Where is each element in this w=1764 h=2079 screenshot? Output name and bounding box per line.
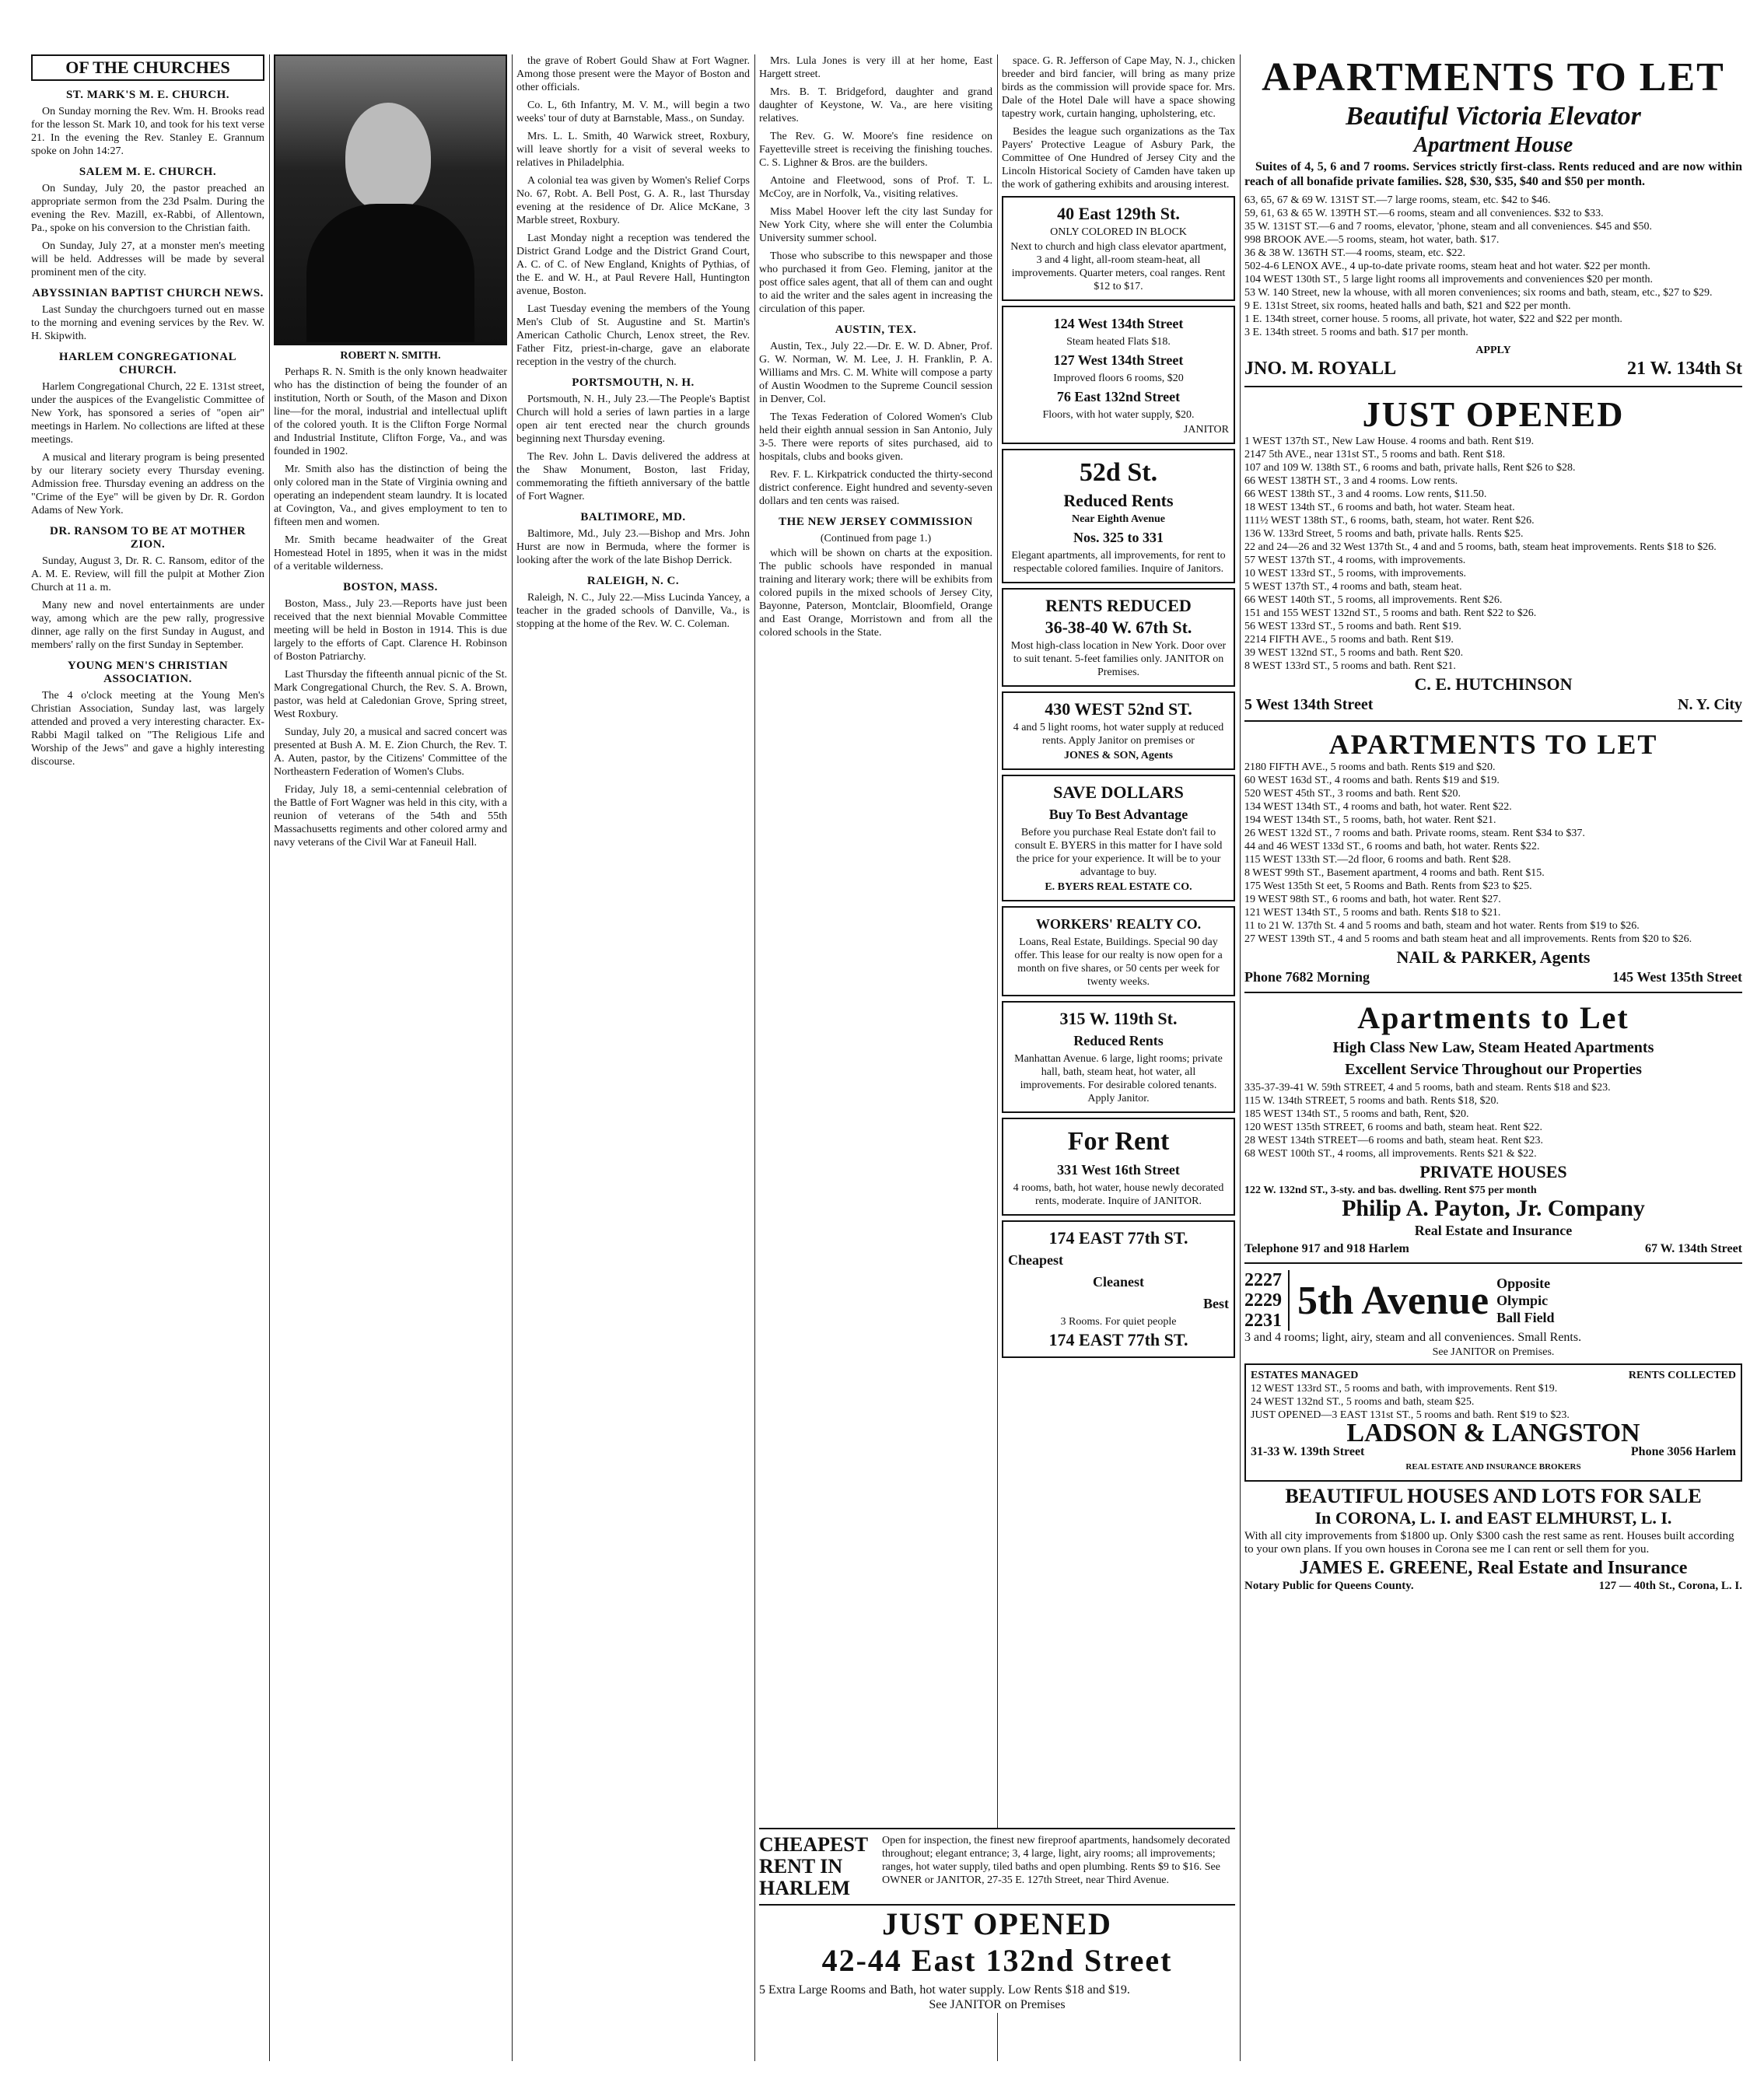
ad-body: Loans, Real Estate, Buildings. Special 90 day offer. This lease for our realty is now open for a month on five shares, or 50 cents per week for twenty weeks. bbox=[1014, 936, 1223, 988]
ad-line: Floors, with hot water supply, $20. bbox=[1042, 409, 1195, 421]
ad-title: For Rent bbox=[1067, 1127, 1170, 1156]
apartments-to-let-heading: Apartments to Let bbox=[1357, 1000, 1629, 1035]
listing-line: 3 E. 134th street. 5 rooms and bath. $17 per month. bbox=[1244, 327, 1468, 338]
photo-caption: ROBERT N. SMITH. bbox=[340, 350, 441, 362]
listing-line: 39 WEST 132nd ST., 5 rooms and bath. Rent $20. bbox=[1244, 647, 1464, 659]
listing-line: 998 BROOK AVE.—5 rooms, steam, hot water, bath. $17. bbox=[1244, 234, 1500, 246]
article-paragraph: space. G. R. Jefferson of Cape May, N. J., chicken breeder and bird fancier, will bring as many prize birds as the commission will provide space for. Mrs. Dale of the Hotel Dale will have a space showing tapestry work, curtain hanging, upholstering, etc. bbox=[1002, 55, 1235, 120]
bottom-ads bbox=[759, 1828, 1235, 2013]
listing-line: 121 WEST 134th ST., 5 rooms and bath. Rents $18 to $21. bbox=[1244, 907, 1501, 919]
nail-parker-line bbox=[1244, 969, 1742, 985]
ad-body: Elegant apartments, all improvements, for rent to respectable colored families. Inquire of Janitors. bbox=[1011, 550, 1226, 575]
listing-line: 1 WEST 137th ST., New Law House. 4 rooms and bath. Rent $19. bbox=[1244, 436, 1535, 447]
private-house-line: 122 W. 132nd ST., 3-sty. and bas. dwelling. Rent $75 per month bbox=[1244, 1185, 1537, 1196]
hutchinson-address: 5 West 134th Street bbox=[1244, 696, 1374, 713]
listing-line: 115 WEST 133th ST.—2d floor, 6 rooms and bath. Rent $28. bbox=[1244, 854, 1511, 866]
ad-title: 124 West 134th Street bbox=[1053, 316, 1184, 331]
article-paragraph: Last Tuesday evening the members of the Young Men's Club of St. Augustine and St. Martin's American Catholic Church, Lenox street, the Rev. Father Fitz, priest-in-charge, gave an elaborate reception in the vestry of the church. bbox=[516, 303, 750, 368]
street-number: 2227 bbox=[1244, 1270, 1282, 1290]
greene-address: 127 — 40th St., Corona, L. I. bbox=[1598, 1580, 1742, 1592]
ad-title: RENTS REDUCED bbox=[1045, 596, 1192, 615]
article-paragraph: Mr. Smith became headwaiter of the Great Homestead Hotel in 1895, when it was in the midst of a veritable wilderness. bbox=[274, 534, 507, 572]
ad-line: Near Eighth Avenue bbox=[1071, 513, 1166, 525]
fifth-side-line: Opposite bbox=[1496, 1276, 1551, 1291]
listing-line: 134 WEST 134th ST., 4 rooms and bath, hot water. Rent $22. bbox=[1244, 801, 1512, 813]
ad-body: Before you purchase Real Estate don't fail to consult E. BYERS in this matter for I have sold the price for your experience. It will be to your advantage to buy. bbox=[1014, 827, 1223, 878]
ad-word: Cleanest bbox=[1093, 1274, 1144, 1290]
portrait-head bbox=[345, 103, 431, 212]
article-paragraph: Mrs. B. T. Bridgeford, daughter and grand daughter of Keystone, W. Va., are here visiting relatives. bbox=[759, 86, 992, 124]
hutchinson-name: C. E. HUTCHINSON bbox=[1414, 674, 1573, 694]
portrait-coat bbox=[306, 204, 474, 342]
article-paragraph: Co. L, 6th Infantry, M. V. M., will begin a two weeks' tour of duty at Barnstable, Mass., on Sunday. bbox=[516, 100, 750, 124]
payton-subtitle: Real Estate and Insurance bbox=[1414, 1223, 1573, 1238]
column-rule bbox=[512, 54, 513, 2061]
article-paragraph: On Sunday morning the Rev. Wm. H. Brooks read for the lesson St. Mark 10, and took for his text verse 21. In the evening the Rev. Stanley E. Grannum spoke on John 14:27. bbox=[31, 106, 264, 157]
fifth-numbers bbox=[1244, 1270, 1290, 1331]
royall-name: JNO. M. ROYALL bbox=[1244, 359, 1397, 379]
ladson-top bbox=[1251, 1370, 1736, 1382]
ad-body: 3 Rooms. For quiet people bbox=[1060, 1316, 1177, 1328]
listing-line: 35 W. 131ST ST.—6 and 7 rooms, elevator, 'phone, steam and all conveniences. $45 and $50. bbox=[1244, 221, 1653, 233]
article-paragraph: Last Monday night a reception was tendered the District Grand Lodge and the District Grand Court, A. C. of C. of New England, Knights of Pythias, of the E. and W. H., at Paul Revere Hall, Huntington avenue, Boston. bbox=[516, 233, 750, 297]
ladson-name: LADSON & LANGSTON bbox=[1346, 1419, 1640, 1447]
article-paragraph: which will be shown on charts at the exposition. The public schools have responded in manual training and literary work; there will be exhibits from colored pupils in the mixed schools of Jersey City, Bayonne, Paterson, Montclair, Bloomfield, Orange and East Orange, Morristown and from all the colored schools in the State. bbox=[759, 548, 992, 639]
cheapest-body: Open for inspection, the finest new fireproof apartments, handsomely decorated throughout; elegant entrance; 3, 4 large, light, airy rooms; all improvements; ranges, hot water supply, tiled baths and open plumbing. Rents $9 to $16. See OWNER or JANITOR, 27-35 E. 127th Street, near Third Avenue. bbox=[882, 1835, 1230, 1886]
just-opened-title: JUST OPENED bbox=[1362, 394, 1625, 434]
article-paragraph: Mr. Smith also has the distinction of being the only colored man in the State of Virginia owning and operating an independent steam laundry. It is located at Covington, Va., and gives employment to ten to fifteen men and women. bbox=[274, 464, 507, 528]
section-heading: PORTSMOUTH, N. H. bbox=[572, 376, 695, 389]
divider bbox=[1244, 992, 1742, 993]
article-paragraph: Many new and novel entertainments are under way, among which are the pew rally, progressive dinner, age rally on the first Sunday in August, and members' rally on the first Sunday in September. bbox=[31, 600, 264, 651]
listing-line: JUST OPENED—3 EAST 131st ST., 5 rooms and bath. Rent $19 to $23. bbox=[1251, 1409, 1570, 1421]
ladson-ad bbox=[1244, 1363, 1742, 1482]
listing-line: 10 WEST 133rd ST., 5 rooms, with improvements. bbox=[1244, 568, 1467, 579]
listing-line: 104 WEST 130th ST., 5 large light rooms all improvements and conveniences $20 per month. bbox=[1244, 274, 1654, 285]
apply-label: APPLY bbox=[1475, 345, 1511, 356]
nail-parker-listings bbox=[1244, 761, 1742, 946]
article-paragraph: A colonial tea was given by Women's Relief Corps No. 67, Robt. A. Bell Post, G. A. R., last Thursday evening at the residence of Dr. Alice McKane, 3 Marble street, Roxbury. bbox=[516, 175, 750, 226]
article-paragraph: Perhaps R. N. Smith is the only known headwaiter who has the distinction of being the founder of an institution, North or South, of the Mason and Dixon line—for the moral, industrial and intellectual uplift of the colored youth. It is the Clifton Forge Normal and Industrial Institute, Clifton Forge, Va., and was founded in 1902. bbox=[274, 366, 507, 457]
listing-line: 5 WEST 137th ST., 4 rooms and bath, steam heat. bbox=[1244, 581, 1462, 593]
ad-title: 40 East 129th St. bbox=[1057, 204, 1180, 223]
article-paragraph: Friday, July 18, a semi-centennial celebration of the Battle of Fort Wagner was held in this city, with a reunion of veterans of the 54th and 55th Massachusetts regiments and other colored army and navy veterans of the Civil War at Faneuil Hall. bbox=[274, 784, 507, 849]
column-rule bbox=[269, 54, 270, 2061]
article-paragraph: Those who subscribe to this newspaper and those who purchased it from Geo. Fleming, janitor at the post office sales agent, that all of them can and ought to aid the writer and the sales agent in increasing the circulation of this paper. bbox=[759, 250, 992, 315]
corona-body: With all city improvements from $1800 up. Only $300 cash the rest same as rent. Houses built according to your own plans. If you own houses in Corona see me I can rent or sell them for you. bbox=[1244, 1530, 1734, 1556]
ad-body: 4 and 5 light rooms, hot water supply at reduced rents. Apply Janitor on premises or bbox=[1013, 722, 1224, 747]
estates-managed: ESTATES MANAGED bbox=[1251, 1370, 1359, 1381]
payton-address: 67 W. 134th Street bbox=[1644, 1242, 1742, 1255]
listing-line: 28 WEST 134th STREET—6 rooms and bath, steam heat. Rent $23. bbox=[1244, 1135, 1544, 1146]
listing-line: 2214 FIFTH AVE., 5 rooms and bath. Rent $19. bbox=[1244, 634, 1454, 646]
listing-line: 66 WEST 138TH ST., 3 and 4 rooms. Low rents. bbox=[1244, 475, 1458, 487]
column-news bbox=[516, 54, 750, 2061]
article-paragraph: The 4 o'clock meeting at the Young Men's Christian Association, Sunday last, was largely attended and proved a very interesting character. Ex-Rabbi Magil talked on "The Religious Life and Worship of the Jews" and gave a highly interesting discourse. bbox=[31, 690, 264, 768]
ad-body: Most high-class location in New York. Door over to suit tenant. 5-feet families only. JANITOR on Premises. bbox=[1010, 640, 1227, 678]
section-heading: BOSTON, MASS. bbox=[343, 581, 438, 593]
fifth-body: 3 and 4 rooms; light, airy, steam and all conveniences. Small Rents. bbox=[1244, 1331, 1582, 1344]
article-paragraph: Mrs. L. L. Smith, 40 Warwick street, Roxbury, will leave shortly for a visit of several weeks to relatives in Philadelphia. bbox=[516, 131, 750, 169]
article-paragraph: Portsmouth, N. H., July 23.—The People's Baptist Church will hold a series of lawn parties in a large open air tent erected near the church grounds beginning next Thursday evening. bbox=[516, 394, 750, 445]
ad-foot: JONES & SON, Agents bbox=[1063, 750, 1174, 761]
greene-line bbox=[1244, 1580, 1742, 1593]
listing-line: 26 WEST 132d ST., 7 rooms and bath. Private rooms, steam. Rent $34 to $37. bbox=[1244, 828, 1585, 839]
column-smith bbox=[274, 54, 507, 2061]
section-heading: AUSTIN, TEX. bbox=[835, 324, 917, 336]
hutchinson-line bbox=[1244, 696, 1742, 714]
portrait-photo bbox=[274, 54, 507, 345]
royall-address: 21 W. 134th St bbox=[1626, 359, 1742, 379]
ad-word: Best bbox=[1203, 1296, 1229, 1311]
ad-title: WORKERS' REALTY CO. bbox=[1035, 916, 1202, 932]
listing-line: 2147 5th AVE., near 131st ST., 5 rooms and bath. Rent $18. bbox=[1244, 449, 1506, 460]
listing-line: 56 WEST 133rd ST., 5 rooms and bath. Rent $19. bbox=[1244, 621, 1461, 632]
ad-title: 430 WEST 52nd ST. bbox=[1045, 699, 1192, 719]
section-heading: SALEM M. E. CHURCH. bbox=[79, 166, 217, 178]
ad-line: Improved floors 6 rooms, $20 bbox=[1053, 373, 1184, 384]
section-heading: DR. RANSOM TO BE AT MOTHER ZION. bbox=[50, 525, 246, 551]
listing-line: 136 W. 133rd Street, 5 rooms and bath, private halls. Rents $25. bbox=[1244, 528, 1524, 540]
divider bbox=[1244, 386, 1742, 387]
listing-line: 194 WEST 134th ST., 5 rooms, bath, hot water. Rent $21. bbox=[1244, 814, 1496, 826]
fifth-foot: See JANITOR on Premises. bbox=[1432, 1346, 1555, 1358]
ad-word: Cheapest bbox=[1008, 1252, 1063, 1268]
article-paragraph: Austin, Tex., July 22.—Dr. E. W. D. Abner, Prof. G. W. Norman, W. M. Lee, J. H. Franklin, P. A. Williams and Mrs. C. M. White will compose a party of Austin Woodmen to the Supreme Council session in Denver, Col. bbox=[759, 341, 992, 405]
victoria-heading: Beautiful Victoria Elevator bbox=[1346, 102, 1641, 131]
listing-line: 185 WEST 134th ST., 5 rooms and bath, Rent, $20. bbox=[1244, 1108, 1469, 1120]
article-paragraph: Miss Mabel Hoover left the city last Sunday for New York City, where she will enter the Columbia University summer school. bbox=[759, 206, 992, 244]
listing-line: 27 WEST 139th ST., 4 and 5 rooms and bath steam heat and all improvements. Rents from $20 to $26. bbox=[1244, 933, 1692, 945]
just-opened-body: 5 Extra Large Rooms and Bath, hot water supply. Low Rents $18 and $19. bbox=[759, 1983, 1130, 1997]
article-paragraph: Besides the league such organizations as the Tax Payers' Protective League of Asbury Park, the Committee of One Hundred of Jersey City and the Lincoln Historical Society of Camden have taken up the work of gathering exhibits and arousing interest. bbox=[1002, 126, 1235, 191]
article-paragraph: On Sunday, July 27, at a monster men's meeting will be held. Addresses will be made by several prominent men of the city. bbox=[31, 240, 264, 278]
article-paragraph: Last Sunday the churchgoers turned out en masse to the morning and evening services by the Rev. W. H. Skipwith. bbox=[31, 304, 264, 342]
article-paragraph: Antoine and Fleetwood, sons of Prof. T. L. McCoy, are in Norfolk, Va., visiting relatives. bbox=[759, 175, 992, 200]
victoria-subheading: Apartment House bbox=[1413, 133, 1573, 157]
listing-line: 335-37-39-41 W. 59th STREET, 4 and 5 rooms, bath and steam. Rents $18 and $23. bbox=[1244, 1082, 1611, 1094]
listing-line: 520 WEST 45th ST., 3 rooms and bath. Rent $20. bbox=[1244, 788, 1461, 800]
article-paragraph: The Rev. John L. Davis delivered the address at the Shaw Monument, Boston, last Friday, commemorating the fiftieth anniversary of the battle of Fort Wagner. bbox=[516, 451, 750, 502]
ad-workers-realty bbox=[1002, 906, 1235, 996]
column-apartments bbox=[1244, 54, 1742, 2061]
ad-title: 76 East 132nd Street bbox=[1056, 389, 1181, 404]
ad-129th bbox=[1002, 196, 1235, 301]
ad-body: Manhattan Avenue. 6 large, light rooms; private hall, bath, steam heat, hot water, all improvements. For desirable colored tenants. Apply Janitor. bbox=[1014, 1053, 1223, 1104]
column-rule bbox=[1240, 54, 1241, 2061]
hutchinson-listings bbox=[1244, 435, 1742, 673]
payton-phone: Telephone 917 and 918 Harlem bbox=[1244, 1242, 1409, 1255]
ad-foot: JANITOR bbox=[1183, 424, 1229, 436]
payton-line bbox=[1244, 1242, 1742, 1256]
corona-title: BEAUTIFUL HOUSES AND LOTS FOR SALE bbox=[1285, 1485, 1702, 1507]
ad-sub: 36-38-40 W. 67th St. bbox=[1045, 618, 1192, 637]
ad-body: Next to church and high class elevator apartment, 3 and 4 light, all-room steam-heat, all improvements. Quarter meters, coal ranges. Rent $12 to $17. bbox=[1010, 241, 1227, 292]
apartments-to-let-title: APARTMENTS TO LET bbox=[1328, 729, 1658, 760]
listing-line: 44 and 46 WEST 133d ST., 6 rooms and bath, hot water. Rents $22. bbox=[1244, 841, 1540, 852]
section-heading: ST. MARK'S M. E. CHURCH. bbox=[65, 89, 230, 101]
ladson-phone: Phone 3056 Harlem bbox=[1630, 1445, 1736, 1458]
listing-line: 68 WEST 100th ST., 4 rooms, all improvements. Rents $21 & $22. bbox=[1244, 1148, 1537, 1160]
article-paragraph: Mrs. Lula Jones is very ill at her home, East Hargett street. bbox=[759, 55, 992, 80]
street-number: 2231 bbox=[1244, 1311, 1282, 1331]
listing-line: 18 WEST 134th ST., 6 rooms and bath, hot water. Steam heat. bbox=[1244, 502, 1515, 513]
listing-line: 9 E. 131st Street, six rooms, heated halls and bath, $21 and $22 per month. bbox=[1244, 300, 1571, 312]
ladson-foot: REAL ESTATE AND INSURANCE BROKERS bbox=[1405, 1462, 1581, 1472]
listing-line: 11 to 21 W. 137th St. 4 and 5 rooms and bath, steam and hot water. Rents from $19 to $26. bbox=[1244, 920, 1640, 932]
listing-line: 8 WEST 99th ST., Basement apartment, 4 rooms and bath. Rent $15. bbox=[1244, 867, 1545, 879]
article-paragraph: Rev. F. L. Kirkpatrick conducted the thirty-second district conference. Eight hundred and seventy-seven dollars and ten cents was raised. bbox=[759, 469, 992, 507]
royall-line bbox=[1244, 359, 1742, 380]
apartments-subheading: High Class New Law, Steam Heated Apartments bbox=[1332, 1039, 1654, 1056]
column-raleigh-austin bbox=[759, 54, 992, 2061]
ad-title: 127 West 134th Street bbox=[1053, 352, 1184, 368]
ad-body: 4 rooms, bath, hot water, house newly decorated rents, moderate. Inquire of JANITOR. bbox=[1013, 1182, 1224, 1207]
column-churches bbox=[31, 54, 264, 2061]
cheapest-line: CHEAPEST bbox=[759, 1833, 869, 1856]
article-paragraph: Last Thursday the fifteenth annual picnic of the St. Mark Congregational Church, the Rev. S. A. Brown, pastor, was held at Caledonian Grove, Spring street, West Roxbury. bbox=[274, 669, 507, 720]
apartments-subheading: Excellent Service Throughout our Properties bbox=[1345, 1061, 1642, 1078]
listing-line: 19 WEST 98th ST., 6 rooms and bath, hot water. Rent $27. bbox=[1244, 894, 1501, 905]
ad-67th bbox=[1002, 588, 1235, 687]
article-paragraph: On Sunday, July 20, the pastor preached an appropriate sermon from the 23d Psalm. During the evening the Rev. Mazill, ex-Rabbi, of Allentown, Pa., spoke on his conversion to the Christian faith. bbox=[31, 183, 264, 234]
listing-line: 12 WEST 133rd ST., 5 rooms and bath, with improvements. Rent $19. bbox=[1251, 1383, 1558, 1395]
ladson-listings bbox=[1251, 1382, 1736, 1422]
ad-sub: Reduced Rents bbox=[1063, 491, 1174, 510]
victoria-listings bbox=[1244, 194, 1742, 339]
listing-line: 60 WEST 163d ST., 4 rooms and bath. Rents $19 and $19. bbox=[1244, 775, 1500, 786]
hutchinson-city: N. Y. City bbox=[1678, 696, 1742, 713]
corona-subtitle: In CORONA, L. I. and EAST ELMHURST, L. I. bbox=[1314, 1508, 1672, 1528]
ad-for-rent bbox=[1002, 1118, 1235, 1216]
divider bbox=[1244, 720, 1742, 722]
greene-name: JAMES E. GREENE, Real Estate and Insurance bbox=[1299, 1558, 1688, 1578]
ad-line: Steam heated Flats $18. bbox=[1066, 336, 1171, 348]
article-paragraph: the grave of Robert Gould Shaw at Fort Wagner. Among those present were the Mayor of Boston and other officials. bbox=[516, 55, 750, 93]
listing-line: 36 & 38 W. 136TH ST.—4 rooms, steam, etc. $22. bbox=[1244, 247, 1465, 259]
listing-line: 24 WEST 132nd ST., 5 rooms and bath, steam $25. bbox=[1251, 1396, 1475, 1408]
ad-sub: 331 West 16th Street bbox=[1057, 1162, 1180, 1178]
ladson-address: 31-33 W. 139th Street bbox=[1251, 1445, 1365, 1458]
private-houses-heading: PRIVATE HOUSES bbox=[1419, 1162, 1567, 1181]
listing-line: 120 WEST 135th STREET, 6 rooms and bath, steam heat. Rent $22. bbox=[1244, 1122, 1543, 1133]
listing-line: 63, 65, 67 & 69 W. 131ST ST.—7 large rooms, steam, etc. $42 to $46. bbox=[1244, 194, 1551, 206]
ad-title: 174 EAST 77th ST. bbox=[1048, 1330, 1188, 1349]
section-heading: HARLEM CONGREGATIONAL CHURCH. bbox=[58, 351, 237, 376]
article-paragraph: Sunday, July 20, a musical and sacred concert was presented at Bush A. M. E. Zion Church, the Rev. T. A. Auten, pastor, by the Citizens' Committee of the Northeastern Federation of Women's Clubs. bbox=[274, 726, 507, 778]
listing-line: 115 W. 134th STREET, 5 rooms and bath. Rents $18, $20. bbox=[1244, 1095, 1500, 1107]
article-paragraph: The Texas Federation of Colored Women's Club held their eighth annual session in San Antonio, July 3-5. There were reports of sites purchased, aid to hospitals, clubs and books given. bbox=[759, 411, 992, 463]
listing-line: 59, 61, 63 & 65 W. 139TH ST.—6 rooms, steam and all conveniences. $32 to $33. bbox=[1244, 208, 1604, 219]
nail-parker-name: NAIL & PARKER, Agents bbox=[1396, 947, 1591, 967]
ad-foot: E. BYERS REAL ESTATE CO. bbox=[1045, 881, 1192, 893]
listing-line: 22 and 24—26 and 32 West 137th St., 4 and and 5 rooms, bath, steam heat improvements. Rents $18 to $26. bbox=[1244, 541, 1717, 553]
churches-header: OF THE CHURCHES bbox=[31, 54, 264, 81]
fifth-side-line: Olympic bbox=[1496, 1293, 1549, 1308]
victoria-intro: Suites of 4, 5, 6 and 7 rooms. Services strictly first-class. Rents reduced and are now within reach of all bonafide private families. $28, $30, $35, $40 and $50 per month. bbox=[1244, 160, 1742, 188]
just-opened-foot: See JANITOR on Premises bbox=[929, 1998, 1066, 2011]
article-paragraph: Sunday, August 3, Dr. R. C. Ransom, editor of the A. M. E. Review, will fill the pulpit at Mother Zion Church at 11 a. m. bbox=[31, 555, 264, 593]
article-paragraph: Boston, Mass., July 23.—Reports have just been received that the next biennial Movable Committee meeting will be held in Boston in 1914. This is due largely to the efforts of Capt. Clarence H. Robinson of Boston Patriarchy. bbox=[274, 598, 507, 663]
ad-52d bbox=[1002, 449, 1235, 583]
column-classifieds bbox=[1002, 54, 1235, 2061]
listing-line: 151 and 155 WEST 132nd ST., 5 rooms and bath. Rent $22 to $26. bbox=[1244, 607, 1537, 619]
cheapest-rent-ad bbox=[759, 1829, 1235, 1904]
listing-line: 1 E. 134th street, corner house. 5 rooms, all private, hot water, $22 and $22 per month. bbox=[1244, 313, 1622, 325]
fifth-side bbox=[1496, 1275, 1555, 1326]
rents-collected: RENTS COLLECTED bbox=[1628, 1370, 1736, 1381]
listing-line: 111½ WEST 138th ST., 6 rooms, bath, steam, hot water. Rent $26. bbox=[1244, 515, 1535, 527]
listing-line: 57 WEST 137th ST., 4 rooms, with improvements. bbox=[1244, 555, 1466, 566]
listing-line: 107 and 109 W. 138th ST., 6 rooms and bath, private halls, Rent $26 to $28. bbox=[1244, 462, 1576, 474]
ad-119th bbox=[1002, 1001, 1235, 1113]
section-heading: BALTIMORE, MD. bbox=[580, 511, 686, 523]
newspaper-page bbox=[31, 54, 1742, 2061]
divider bbox=[1244, 1262, 1742, 1264]
payton-name: Philip A. Payton, Jr. Company bbox=[1342, 1195, 1645, 1221]
ad-title: 174 EAST 77th ST. bbox=[1048, 1228, 1188, 1248]
section-heading: YOUNG MEN'S CHRISTIAN ASSOCIATION. bbox=[67, 660, 229, 685]
ad-line: ONLY COLORED IN BLOCK bbox=[1050, 226, 1187, 238]
section-heading: RALEIGH, N. C. bbox=[586, 575, 680, 587]
ad-134th bbox=[1002, 306, 1235, 444]
listing-line: 502-4-6 LENOX AVE., 4 up-to-date private rooms, steam heat and hot water. $22 per month. bbox=[1244, 261, 1650, 272]
ad-sub: Reduced Rents bbox=[1073, 1033, 1164, 1048]
listing-line: 8 WEST 133rd ST., 5 rooms and bath. Rent $21. bbox=[1244, 660, 1456, 672]
article-paragraph: The Rev. G. W. Moore's fine residence on Fayetteville street is receiving the finishing touches. C. S. Lighner & Bros. are the builders. bbox=[759, 131, 992, 169]
just-opened-address: 42-44 East 132nd Street bbox=[821, 1943, 1173, 1978]
section-heading: ABYSSINIAN BAPTIST CHURCH NEWS. bbox=[32, 287, 264, 299]
cheapest-line: HARLEM bbox=[759, 1877, 850, 1899]
ad-77th bbox=[1002, 1220, 1235, 1358]
article-paragraph: Harlem Congregational Church, 22 E. 131st street, under the auspices of the Evangelistic Committee of New York, has sponsored a series of "open air" meetings in Harlem. No collections are lifted at these meetings. bbox=[31, 381, 264, 446]
listing-line: 2180 FIFTH AVE., 5 rooms and bath. Rents $19 and $20. bbox=[1244, 761, 1496, 773]
ad-52nd bbox=[1002, 691, 1235, 770]
article-paragraph: A musical and literary program is being presented by our literary society every Thursday evening. Admission free. Thursday evening an address on the "Crime of the Eye" will be given by Dr. R. Gordon Adams of New York. bbox=[31, 452, 264, 516]
listing-line: 66 WEST 138th ST., 3 and 4 rooms. Low rents, $11.50. bbox=[1244, 488, 1487, 500]
article-paragraph: Baltimore, Md., July 23.—Bishop and Mrs. John Hurst are now in Bermuda, where the former is looking after the work of the late Bishop Derrick. bbox=[516, 528, 750, 566]
ad-title: 52d St. bbox=[1079, 458, 1158, 487]
ad-line: Nos. 325 to 331 bbox=[1073, 530, 1164, 545]
ad-title: 315 W. 119th St. bbox=[1059, 1009, 1178, 1028]
nail-parker-address: 145 West 135th Street bbox=[1612, 969, 1742, 985]
column-rule bbox=[754, 54, 755, 2061]
section-heading: THE NEW JERSEY COMMISSION bbox=[779, 516, 973, 528]
listing-line: 53 W. 140 Street, new la whouse, with all moren conveniences; six rooms and bath, steam, etc., $27 to $29. bbox=[1244, 287, 1713, 299]
ad-sub: Buy To Best Advantage bbox=[1048, 807, 1188, 822]
listing-line: 66 WEST 140th ST., 5 rooms, all improvements. Rent $26. bbox=[1244, 594, 1503, 606]
listing-line: 175 West 135th St eet, 5 Rooms and Bath. Rents from $23 to $25. bbox=[1244, 880, 1532, 892]
continued-note: (Continued from page 1.) bbox=[820, 533, 932, 544]
cheapest-line: RENT IN bbox=[759, 1855, 843, 1878]
apartments-title: APARTMENTS TO LET bbox=[1262, 55, 1725, 100]
column-rule bbox=[997, 54, 998, 2061]
nail-parker-phone: Phone 7682 Morning bbox=[1244, 969, 1370, 985]
ad-save-dollars bbox=[1002, 775, 1235, 901]
fifth-side-line: Ball Field bbox=[1496, 1310, 1555, 1325]
street-number: 2229 bbox=[1244, 1290, 1282, 1311]
payton-listings bbox=[1244, 1081, 1742, 1160]
fifth-avenue-ad bbox=[1244, 1270, 1742, 1331]
ad-title: SAVE DOLLARS bbox=[1053, 782, 1184, 802]
just-opened-bottom: JUST OPENED bbox=[759, 1904, 1235, 1942]
fifth-avenue-title: 5th Avenue bbox=[1297, 1278, 1489, 1323]
cheapest-label bbox=[759, 1834, 876, 1899]
greene-notary: Notary Public for Queens County. bbox=[1244, 1580, 1414, 1592]
article-paragraph: Raleigh, N. C., July 22.—Miss Lucinda Yancey, a teacher in the graded schools of Danville, Va., is stopping at the home of the Rev. W. C. Coleman. bbox=[516, 592, 750, 630]
